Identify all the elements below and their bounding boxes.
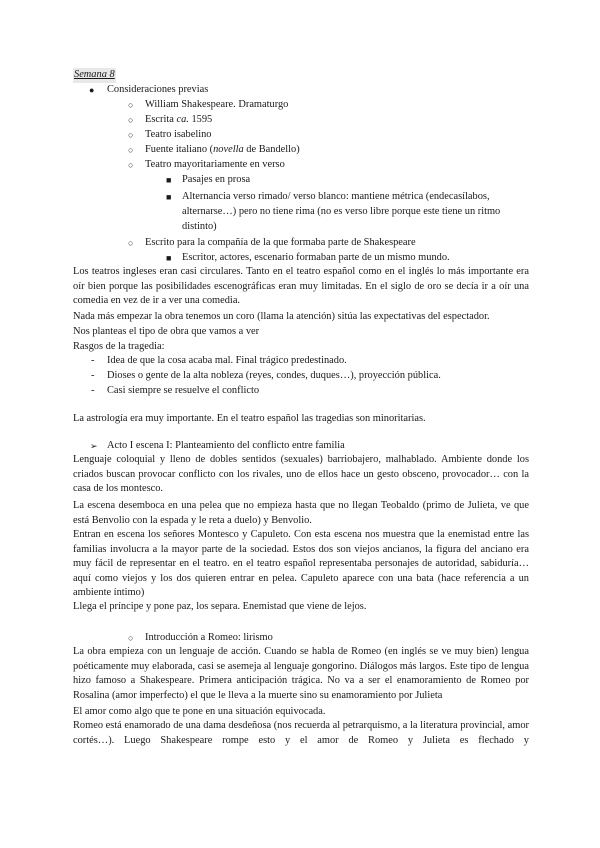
tragedy-traits-label: Rasgos de la tragedia: (73, 341, 165, 352)
paragraph-chorus-line1: Nada más empezar la obra tenemos un coro (llama la atención) sitúa las expectativas del espectador. (73, 311, 490, 322)
outline-alternation-line2: alternarse…) pero no tiene rima (no es verso libre porque este tiene un ritmo (182, 206, 501, 217)
paragraph-fight: La escena desemboca en una pelea que no empieza hasta que no llegan Teobaldo (primo de Julieta, ve que está Benvolio con la espada y le reta a duelo) y Benvolio. (73, 500, 529, 526)
bullet-hollow-circle: ○ (128, 130, 134, 140)
outline-source (145, 143, 300, 158)
bullet-square: ■ (166, 192, 172, 202)
bullet-hollow-circle: ○ (128, 633, 134, 643)
paragraph-prince: Llega el príncipe y pone paz, los separa. Enemistad que viene de lejos. (73, 601, 367, 612)
bullet-hollow-circle: ○ (128, 160, 134, 170)
outline-actors: Escritor, actores, escenario formaban parte de un mismo mundo. (182, 252, 450, 263)
written-year: 1595 (188, 114, 213, 125)
tragedy-trait-item: Idea de que la cosa acaba mal. Final trágico predestinado. (107, 355, 347, 366)
week-heading: Semana 8 (73, 68, 116, 83)
bullet-filled-circle: ● (89, 85, 95, 95)
outline-alternation-line3: distinto) (182, 221, 217, 232)
outline-theatre: Teatro isabelino (145, 129, 212, 140)
paragraph-chorus-line2: Nos planteas el tipo de obra que vamos a ver (73, 326, 260, 337)
paragraph-love: El amor como algo que te pone en una situación equivocada. (73, 706, 326, 717)
written-circa: ca. (176, 114, 189, 125)
source-prefix: Fuente italiano ( (145, 144, 214, 155)
paragraph-theatres: Los teatros ingleses eran casi circulares. Tanto en el teatro español como en el inglés lo más importante era oír bien porque las posibilidades escenográficas eran muy limitadas. En el siglo de oro se decía ir a oír una comedia en vez de ir a ver una comedia. (73, 266, 529, 307)
bullet-hollow-circle: ○ (128, 238, 134, 248)
written-prefix: Escrita (145, 114, 177, 125)
bullet-hollow-circle: ○ (128, 115, 134, 125)
paragraph-lords: Entran en escena los señores Montesco y Capuleto. Con esta escena nos muestra que la enemistad entre las familias involucra a la mayor parte de la sociedad. Estos dos son viejos ancianos, la figura del anciano era muy fácil de representar en el teatro. en el teatro español representaba personajes de autoridad, sabiduría… aquí como viejos y los dos quieren entrar en pelea. Capuleto aparece con una bata (hace referencia a un ambiente íntimo) (73, 529, 529, 599)
outline-shakespeare: William Shakespeare. Dramaturgo (145, 99, 289, 110)
paragraph-language: Lenguaje coloquial y lleno de dobles sentidos (sexuales) barriobajero, malhablado. Ambiente donde los criados buscan provocar conflicto con los rivales, uno de ellos hace un gesto obsceno, provocador… con la casa de los montesco. (73, 454, 529, 495)
tragedy-trait-item: Dioses o gente de la alta nobleza (reyes, condes, duques…), proyección pública. (107, 370, 441, 381)
act-heading: Acto I escena I: Planteamiento del conflicto entre familia (107, 440, 345, 451)
bullet-square: ■ (166, 253, 172, 263)
outline-company: Escrito para la compañía de la que formaba parte de Shakespeare (145, 237, 416, 248)
dash-bullet: - (91, 385, 95, 396)
paragraph-romeo: Romeo está enamorado de una dama desdeñosa (nos recuerda al petrarquismo, a la literatura provincial, amor cortés…). Luego Shakespeare rompe esto y el amor de Romeo y Julieta es flechado y (73, 720, 529, 746)
outline-verse: Teatro mayoritariamente en verso (145, 159, 285, 170)
dash-bullet: - (91, 370, 95, 381)
arrow-bullet-icon: ➢ (90, 441, 98, 451)
bullet-hollow-circle: ○ (128, 100, 134, 110)
outline-alternation-line1: Alternancia verso rimado/ verso blanco: mantiene métrica (endecasílabos, (182, 191, 490, 202)
bullet-square: ■ (166, 175, 172, 185)
bullet-hollow-circle: ○ (128, 145, 134, 155)
source-suffix: de Bandello) (243, 144, 300, 155)
source-novella: novella (213, 144, 244, 155)
paragraph-action-language: La obra empieza con un lenguaje de acción. Cuando se habla de Romeo (en inglés se ve muy bien) lengua poéticamente muy elaborada, casi se asemeja al lenguaje gongorino. Diálogos más largos. Este tipo de lengua hizo famoso a Shakespeare. Primera anticipación trágica. No va a ser el enamoramiento de Romeo por Rosalina (amor imperfecto) el que le lleva a la muerte sino su enamoramiento por Julieta (73, 646, 529, 701)
tragedy-trait-item: Casi siempre se resuelve el conflicto (107, 385, 260, 396)
outline-written (145, 113, 212, 128)
outline-main-item: Consideraciones previas (107, 84, 209, 95)
paragraph-astrology: La astrología era muy importante. En el teatro español las tragedias son minoritarias. (73, 413, 426, 424)
outline-prose: Pasajes en prosa (182, 174, 251, 185)
dash-bullet: - (91, 355, 95, 366)
romeo-intro-heading: Introducción a Romeo: lirismo (145, 632, 273, 643)
